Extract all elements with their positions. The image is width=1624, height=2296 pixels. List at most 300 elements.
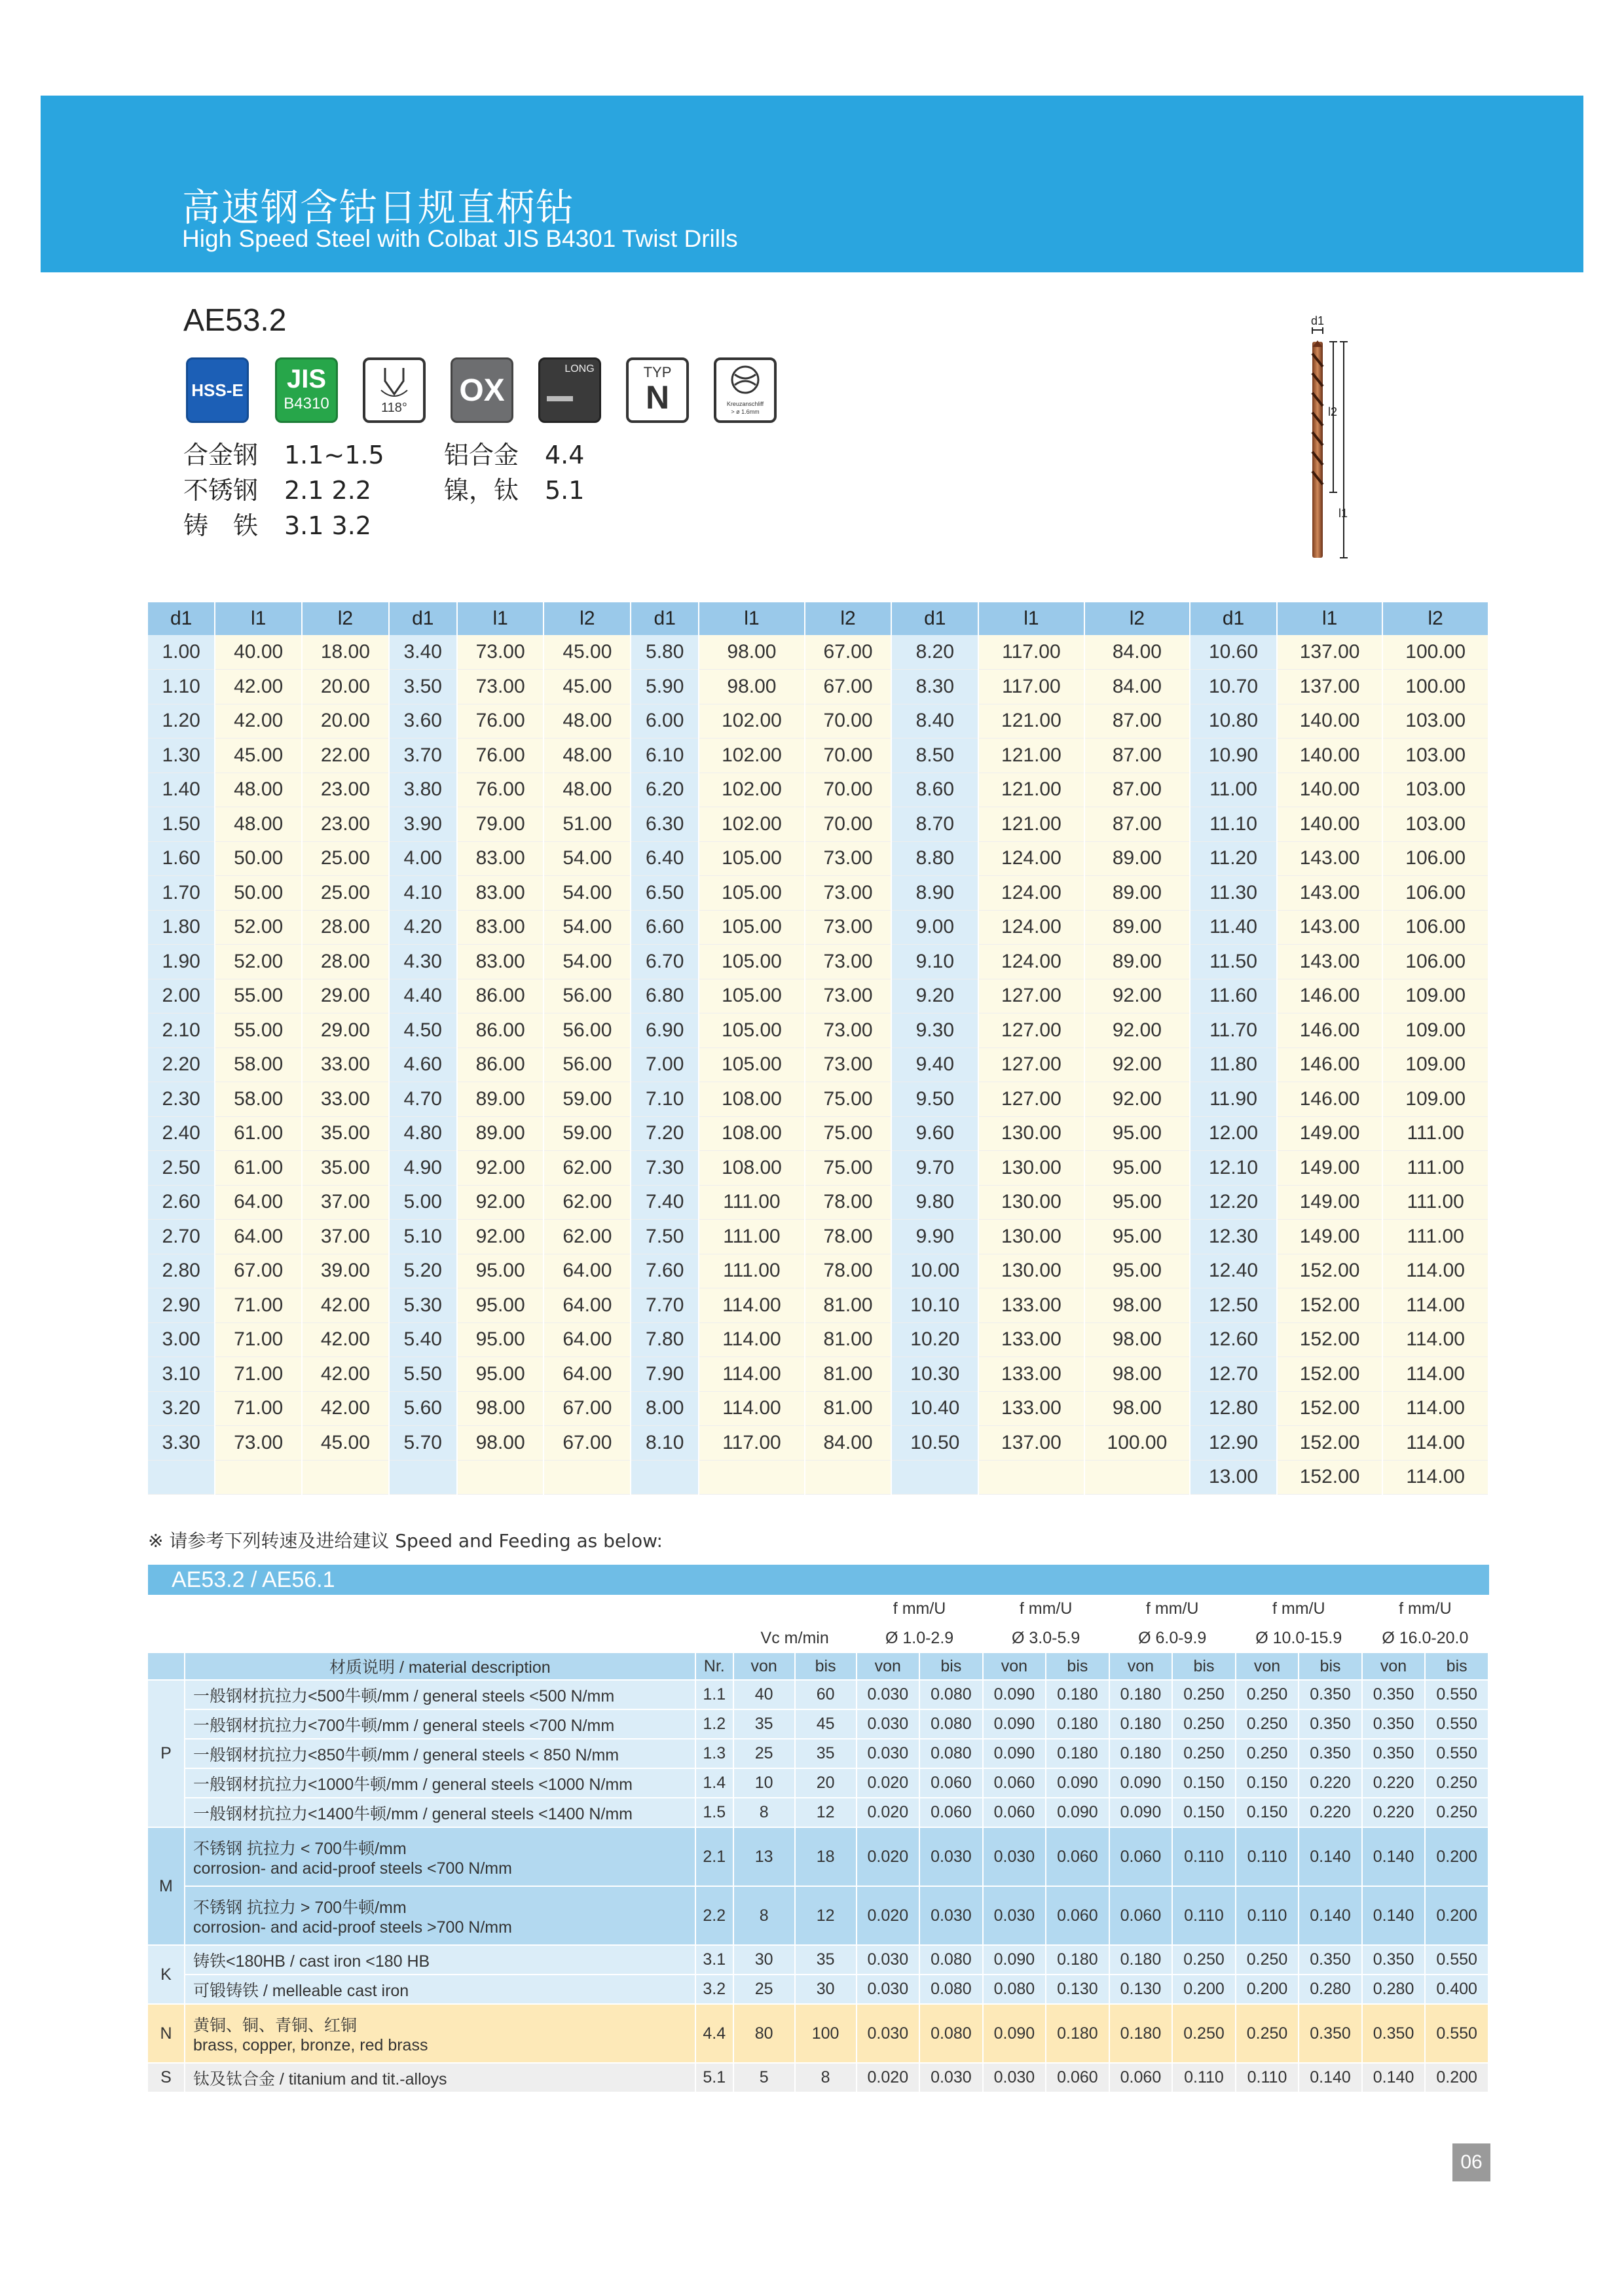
table-cell: 105.00 [699,910,804,945]
table-cell: 0.110 [1172,1886,1236,1945]
description-line: 一般钢材抗拉力<850牛顿/mm / general steels < 850 N/mm [193,1745,619,1764]
table-cell: 111.00 [1382,1151,1488,1186]
table-cell: 4.90 [389,1151,457,1186]
table-cell: 95.00 [1084,1220,1190,1254]
table-cell: 100.00 [1382,635,1488,670]
table-cell: 10.90 [1190,738,1277,773]
table-cell: 0.020 [857,2063,920,2092]
table-cell: 152.00 [1277,1254,1382,1288]
table-cell: 5.60 [389,1391,457,1426]
table-cell: 98.00 [699,635,804,670]
table-cell [631,1460,699,1495]
table-cell: 0.220 [1299,1798,1362,1827]
cross-point-icon [714,357,777,423]
page-number: 06 [1452,2143,1490,2181]
table-row [148,1886,1488,1945]
table-cell: 61.00 [215,1116,302,1151]
table-cell: 75.00 [805,1151,892,1186]
table-cell: 146.00 [1277,979,1382,1013]
table-row [148,2004,1488,2063]
table-cell: 6.60 [631,910,699,945]
table-cell: 0.550 [1425,2004,1488,2063]
table-cell: 4.40 [389,979,457,1013]
table-cell: 1.20 [148,704,215,738]
table-cell: 23.00 [302,773,389,807]
table-cell: 35.00 [302,1116,389,1151]
table-row [148,1082,1488,1117]
table-cell: 0.140 [1299,1827,1362,1886]
table-cell: 42.00 [302,1322,389,1357]
table-row [148,841,1488,876]
table-cell: 6.80 [631,979,699,1013]
material-number: 5.1 [695,2063,733,2092]
material-codes: 5.1 [545,476,585,505]
material-codes: 1.1~1.5 [284,441,384,469]
table-cell: 114.00 [699,1391,804,1426]
table-cell: 42.00 [302,1391,389,1426]
range-header: Ø 10.0-15.9 [1236,1624,1362,1652]
dims-header-cell: l2 [544,602,631,635]
table-cell: 5.90 [631,670,699,704]
table-cell: 12.60 [1190,1322,1277,1357]
table-cell: 54.00 [544,945,631,979]
dimensions-table [148,602,1489,1495]
fmm-header: f mm/U [983,1595,1109,1624]
table-cell: 12.80 [1190,1391,1277,1426]
table-cell: 56.00 [544,979,631,1013]
dims-header-row [148,602,1488,635]
table-cell: 64.00 [215,1220,302,1254]
table-cell: 4.00 [389,841,457,876]
table-cell: 0.280 [1299,1975,1362,2004]
material-codes: 4.4 [545,441,585,469]
table-row [148,670,1488,704]
table-cell: 87.00 [1084,773,1190,807]
table-cell: 70.00 [805,738,892,773]
table-cell: 108.00 [699,1151,804,1186]
table-row [148,1185,1488,1220]
table-cell: 56.00 [544,1013,631,1048]
table-cell [302,1460,389,1495]
table-cell: 0.060 [983,1798,1046,1827]
table-cell: 114.00 [1382,1391,1488,1426]
material-name: 不锈钢 [183,476,259,505]
table-cell: 48.00 [544,773,631,807]
table-row [148,979,1488,1013]
table-cell: 0.140 [1299,2063,1362,2092]
material-description [185,1827,695,1886]
table-cell: 12.20 [1190,1185,1277,1220]
table-cell: 54.00 [544,910,631,945]
table-cell: 152.00 [1277,1460,1382,1495]
table-cell: 12.70 [1190,1357,1277,1392]
table-cell: 0.150 [1172,1798,1236,1827]
table-cell: 2.10 [148,1013,215,1048]
material-name: 镍，钛 [444,476,519,505]
table-cell: 0.110 [1236,1886,1299,1945]
table-cell: 5.70 [389,1426,457,1461]
table-cell: 1.80 [148,910,215,945]
range-header: Ø 3.0-5.9 [983,1624,1109,1652]
table-cell: 92.00 [1084,1013,1190,1048]
table-cell: 0.080 [919,1739,983,1768]
description-line: 不锈钢 抗拉力 > 700牛顿/mm [193,1898,407,1917]
material-description [185,1798,695,1827]
table-cell: 1.90 [148,945,215,979]
dims-header-cell: l1 [457,602,544,635]
table-cell: 124.00 [978,945,1084,979]
table-cell: 0.140 [1362,1827,1426,1886]
table-cell: 78.00 [805,1254,892,1288]
table-cell: 28.00 [302,945,389,979]
table-cell: 5.50 [389,1357,457,1392]
table-cell: 11.10 [1190,807,1277,842]
description-line: 黄铜、铜、青铜、红铜 [193,2016,357,2035]
table-cell: 75.00 [805,1082,892,1117]
table-cell: 0.180 [1109,1709,1173,1739]
table-cell: 12.10 [1190,1151,1277,1186]
table-cell: 111.00 [699,1185,804,1220]
table-cell: 8.90 [891,876,978,911]
table-cell: 95.00 [1084,1254,1190,1288]
table-cell: 81.00 [805,1288,892,1323]
table-cell: 62.00 [544,1220,631,1254]
material-group: N [148,2004,185,2063]
table-cell: 140.00 [1277,704,1382,738]
table-cell: 18.00 [302,635,389,670]
table-cell: 0.550 [1425,1709,1488,1739]
table-cell: 106.00 [1382,841,1488,876]
table-cell: 10.20 [891,1322,978,1357]
table-cell: 0.350 [1362,1709,1426,1739]
table-cell: 137.00 [1277,670,1382,704]
table-cell: 152.00 [1277,1357,1382,1392]
table-cell: 0.250 [1172,1945,1236,1975]
table-row [148,1426,1488,1461]
table-cell: 95.00 [457,1322,544,1357]
table-cell: 149.00 [1277,1151,1382,1186]
fmm-header: f mm/U [1236,1595,1362,1624]
table-cell: 29.00 [302,1013,389,1048]
table-cell: 7.20 [631,1116,699,1151]
type-n-icon [626,357,689,423]
table-cell: 4.20 [389,910,457,945]
table-cell: 0.060 [1109,2063,1173,2092]
table-cell: 11.50 [1190,945,1277,979]
table-cell: 45 [795,1709,857,1739]
table-cell: 78.00 [805,1220,892,1254]
table-cell: 8.50 [891,738,978,773]
table-cell: 20 [795,1768,857,1798]
table-cell: 146.00 [1277,1082,1382,1117]
bis-header: bis [919,1652,983,1680]
table-cell: 11.00 [1190,773,1277,807]
table-cell: 51.00 [544,807,631,842]
table-cell: 71.00 [215,1391,302,1426]
table-cell: 0.060 [1109,1827,1173,1886]
table-cell: 75.00 [805,1116,892,1151]
table-cell: 133.00 [978,1357,1084,1392]
table-cell: 6.00 [631,704,699,738]
table-cell: 117.00 [699,1426,804,1461]
table-cell: 64.00 [215,1185,302,1220]
table-cell: 143.00 [1277,910,1382,945]
material-number: 4.4 [695,2004,733,2063]
table-cell: 103.00 [1382,807,1488,842]
material-codes: 2.1 2.2 [284,476,371,505]
description-line: 一般钢材抗拉力<700牛顿/mm / general steels <700 N/mm [193,1716,615,1735]
fmm-header: f mm/U [1109,1595,1236,1624]
table-cell: 2.90 [148,1288,215,1323]
table-cell: 54.00 [544,841,631,876]
table-cell: 103.00 [1382,738,1488,773]
von-header: von [983,1652,1046,1680]
table-cell: 0.140 [1362,2063,1426,2092]
table-cell: 70.00 [805,773,892,807]
table-cell: 83.00 [457,910,544,945]
table-cell: 42.00 [215,670,302,704]
table-cell: 0.250 [1425,1798,1488,1827]
table-cell [805,1460,892,1495]
table-cell: 114.00 [1382,1322,1488,1357]
table-cell: 73.00 [805,876,892,911]
material-description [185,1945,695,1975]
vc-header: Vc m/min [733,1624,857,1652]
table-cell: 5.30 [389,1288,457,1323]
table-cell: 56.00 [544,1048,631,1082]
table-cell: 109.00 [1382,1013,1488,1048]
table-row [148,1048,1488,1082]
table-cell: 23.00 [302,807,389,842]
table-cell: 0.110 [1236,2063,1299,2092]
typ-label: TYP [643,364,672,380]
table-cell: 106.00 [1382,945,1488,979]
material-item [183,473,371,508]
table-cell: 6.10 [631,738,699,773]
table-cell: 60 [795,1680,857,1709]
dims-header-cell: d1 [891,602,978,635]
table-cell: 12.50 [1190,1288,1277,1323]
table-cell: 73.00 [805,1048,892,1082]
bis-header: bis [795,1652,857,1680]
table-cell: 6.30 [631,807,699,842]
table-cell: 83.00 [457,945,544,979]
table-cell: 100 [795,2004,857,2063]
table-cell: 67.00 [805,670,892,704]
table-cell: 8 [733,1886,795,1945]
table-cell: 64.00 [544,1254,631,1288]
table-cell: 4.10 [389,876,457,911]
table-cell: 0.400 [1425,1975,1488,2004]
table-cell: 0.200 [1425,1827,1488,1886]
table-cell: 1.40 [148,773,215,807]
hss-e-icon [186,357,249,423]
dims-header-cell: l1 [215,602,302,635]
table-cell: 11.90 [1190,1082,1277,1117]
table-cell: 98.00 [1084,1288,1190,1323]
material-item [183,508,371,543]
table-cell: 143.00 [1277,841,1382,876]
table-cell: 12.40 [1190,1254,1277,1288]
table-cell [215,1460,302,1495]
table-cell: 52.00 [215,945,302,979]
table-cell: 0.150 [1236,1798,1299,1827]
long-bar-icon [547,396,573,401]
table-cell: 70.00 [805,704,892,738]
von-header: von [1109,1652,1173,1680]
table-cell: 40.00 [215,635,302,670]
table-cell: 89.00 [1084,876,1190,911]
table-cell: 8.80 [891,841,978,876]
title-en: High Speed Steel with Colbat JIS B4301 Twist Drills [182,225,738,252]
table-cell: 0.130 [1046,1975,1109,2004]
table-cell: 86.00 [457,1013,544,1048]
table-cell: 121.00 [978,807,1084,842]
table-cell: 87.00 [1084,738,1190,773]
bis-header: bis [1425,1652,1488,1680]
material-number: 3.2 [695,1975,733,2004]
table-cell: 25.00 [302,876,389,911]
table-cell: 0.020 [857,1768,920,1798]
table-cell: 6.50 [631,876,699,911]
table-cell: 10.70 [1190,670,1277,704]
von-header: von [857,1652,920,1680]
table-cell: 98.00 [1084,1322,1190,1357]
table-cell: 0.250 [1172,1739,1236,1768]
long-label: LONG [564,363,595,374]
table-cell: 92.00 [1084,1048,1190,1082]
table-cell: 81.00 [805,1357,892,1392]
l2-label: l2 [1328,405,1338,418]
table-cell: 50.00 [215,841,302,876]
table-cell: 109.00 [1382,1048,1488,1082]
table-cell: 13 [733,1827,795,1886]
dims-header-cell: d1 [148,602,215,635]
bis-header: bis [1299,1652,1362,1680]
material-description [185,1768,695,1798]
table-cell: 10.50 [891,1426,978,1461]
table-cell: 55.00 [215,1013,302,1048]
table-cell: 0.090 [983,1709,1046,1739]
table-cell: 7.00 [631,1048,699,1082]
table-cell: 0.090 [1046,1798,1109,1827]
range-header: Ø 6.0-9.9 [1109,1624,1236,1652]
table-cell: 11.40 [1190,910,1277,945]
table-cell: 7.50 [631,1220,699,1254]
material-description [185,1680,695,1709]
table-cell: 114.00 [1382,1288,1488,1323]
table-cell: 0.180 [1109,2004,1173,2063]
description-line: 一般钢材抗拉力<500牛顿/mm / general steels <500 N/mm [193,1686,615,1705]
bis-header: bis [1172,1652,1236,1680]
table-cell: 73.00 [805,979,892,1013]
table-cell: 0.180 [1109,1945,1173,1975]
table-cell: 84.00 [805,1426,892,1461]
table-cell: 0.110 [1236,1827,1299,1886]
table-cell: 92.00 [457,1151,544,1186]
table-cell: 67.00 [215,1254,302,1288]
table-cell: 111.00 [699,1220,804,1254]
table-cell: 8 [795,2063,857,2092]
dims-header-cell: l2 [302,602,389,635]
table-cell: 0.080 [919,2004,983,2063]
table-cell: 0.220 [1299,1768,1362,1798]
table-row [148,1357,1488,1392]
table-cell: 0.180 [1046,1680,1109,1709]
description-line: 不锈钢 抗拉力 < 700牛顿/mm [193,1839,407,1858]
table-cell: 1.00 [148,635,215,670]
table-cell: 0.090 [1046,1768,1109,1798]
table-cell: 9.80 [891,1185,978,1220]
feed-body [148,1680,1488,2092]
table-cell: 0.080 [919,1680,983,1709]
table-cell: 73.00 [805,910,892,945]
table-cell [1084,1460,1190,1495]
table-cell: 130.00 [978,1254,1084,1288]
drill-diagram [1303,308,1369,570]
table-row [148,738,1488,773]
table-cell: 105.00 [699,945,804,979]
table-cell: 35.00 [302,1151,389,1186]
table-cell: 8.60 [891,773,978,807]
table-cell: 127.00 [978,1048,1084,1082]
material-description [185,1709,695,1739]
table-cell: 59.00 [544,1082,631,1117]
dims-header-cell: l2 [1084,602,1190,635]
table-cell: 0.030 [919,1827,983,1886]
material-number: 1.4 [695,1768,733,1798]
table-cell: 127.00 [978,979,1084,1013]
table-cell: 0.020 [857,1798,920,1827]
table-cell: 1.10 [148,670,215,704]
table-cell: 0.150 [1172,1768,1236,1798]
table-cell: 76.00 [457,738,544,773]
von-header: von [733,1652,795,1680]
table-cell: 114.00 [1382,1357,1488,1392]
table-cell: 111.00 [699,1254,804,1288]
table-cell: 45.00 [544,635,631,670]
table-cell: 8 [733,1798,795,1827]
table-cell: 0.060 [919,1768,983,1798]
table-cell: 0.020 [857,1886,920,1945]
table-cell: 0.090 [983,1739,1046,1768]
table-cell: 130.00 [978,1151,1084,1186]
table-row [148,1151,1488,1186]
table-cell: 0.350 [1299,1709,1362,1739]
model-code: AE53.2 [183,303,287,338]
table-cell: 92.00 [1084,979,1190,1013]
table-cell: 6.40 [631,841,699,876]
table-cell: 152.00 [1277,1391,1382,1426]
table-cell: 9.50 [891,1082,978,1117]
table-cell: 0.030 [857,1975,920,2004]
table-row [148,704,1488,738]
table-cell: 8.30 [891,670,978,704]
table-row [148,945,1488,979]
table-cell: 3.00 [148,1322,215,1357]
table-cell: 4.60 [389,1048,457,1082]
table-cell: 67.00 [544,1426,631,1461]
von-header: von [1236,1652,1299,1680]
table-cell: 102.00 [699,704,804,738]
table-cell: 48.00 [544,738,631,773]
table-cell: 11.30 [1190,876,1277,911]
table-cell: 106.00 [1382,876,1488,911]
table-cell: 114.00 [1382,1460,1488,1495]
table-cell: 0.110 [1172,1827,1236,1886]
table-cell: 0.200 [1425,1886,1488,1945]
table-cell: 105.00 [699,1048,804,1082]
